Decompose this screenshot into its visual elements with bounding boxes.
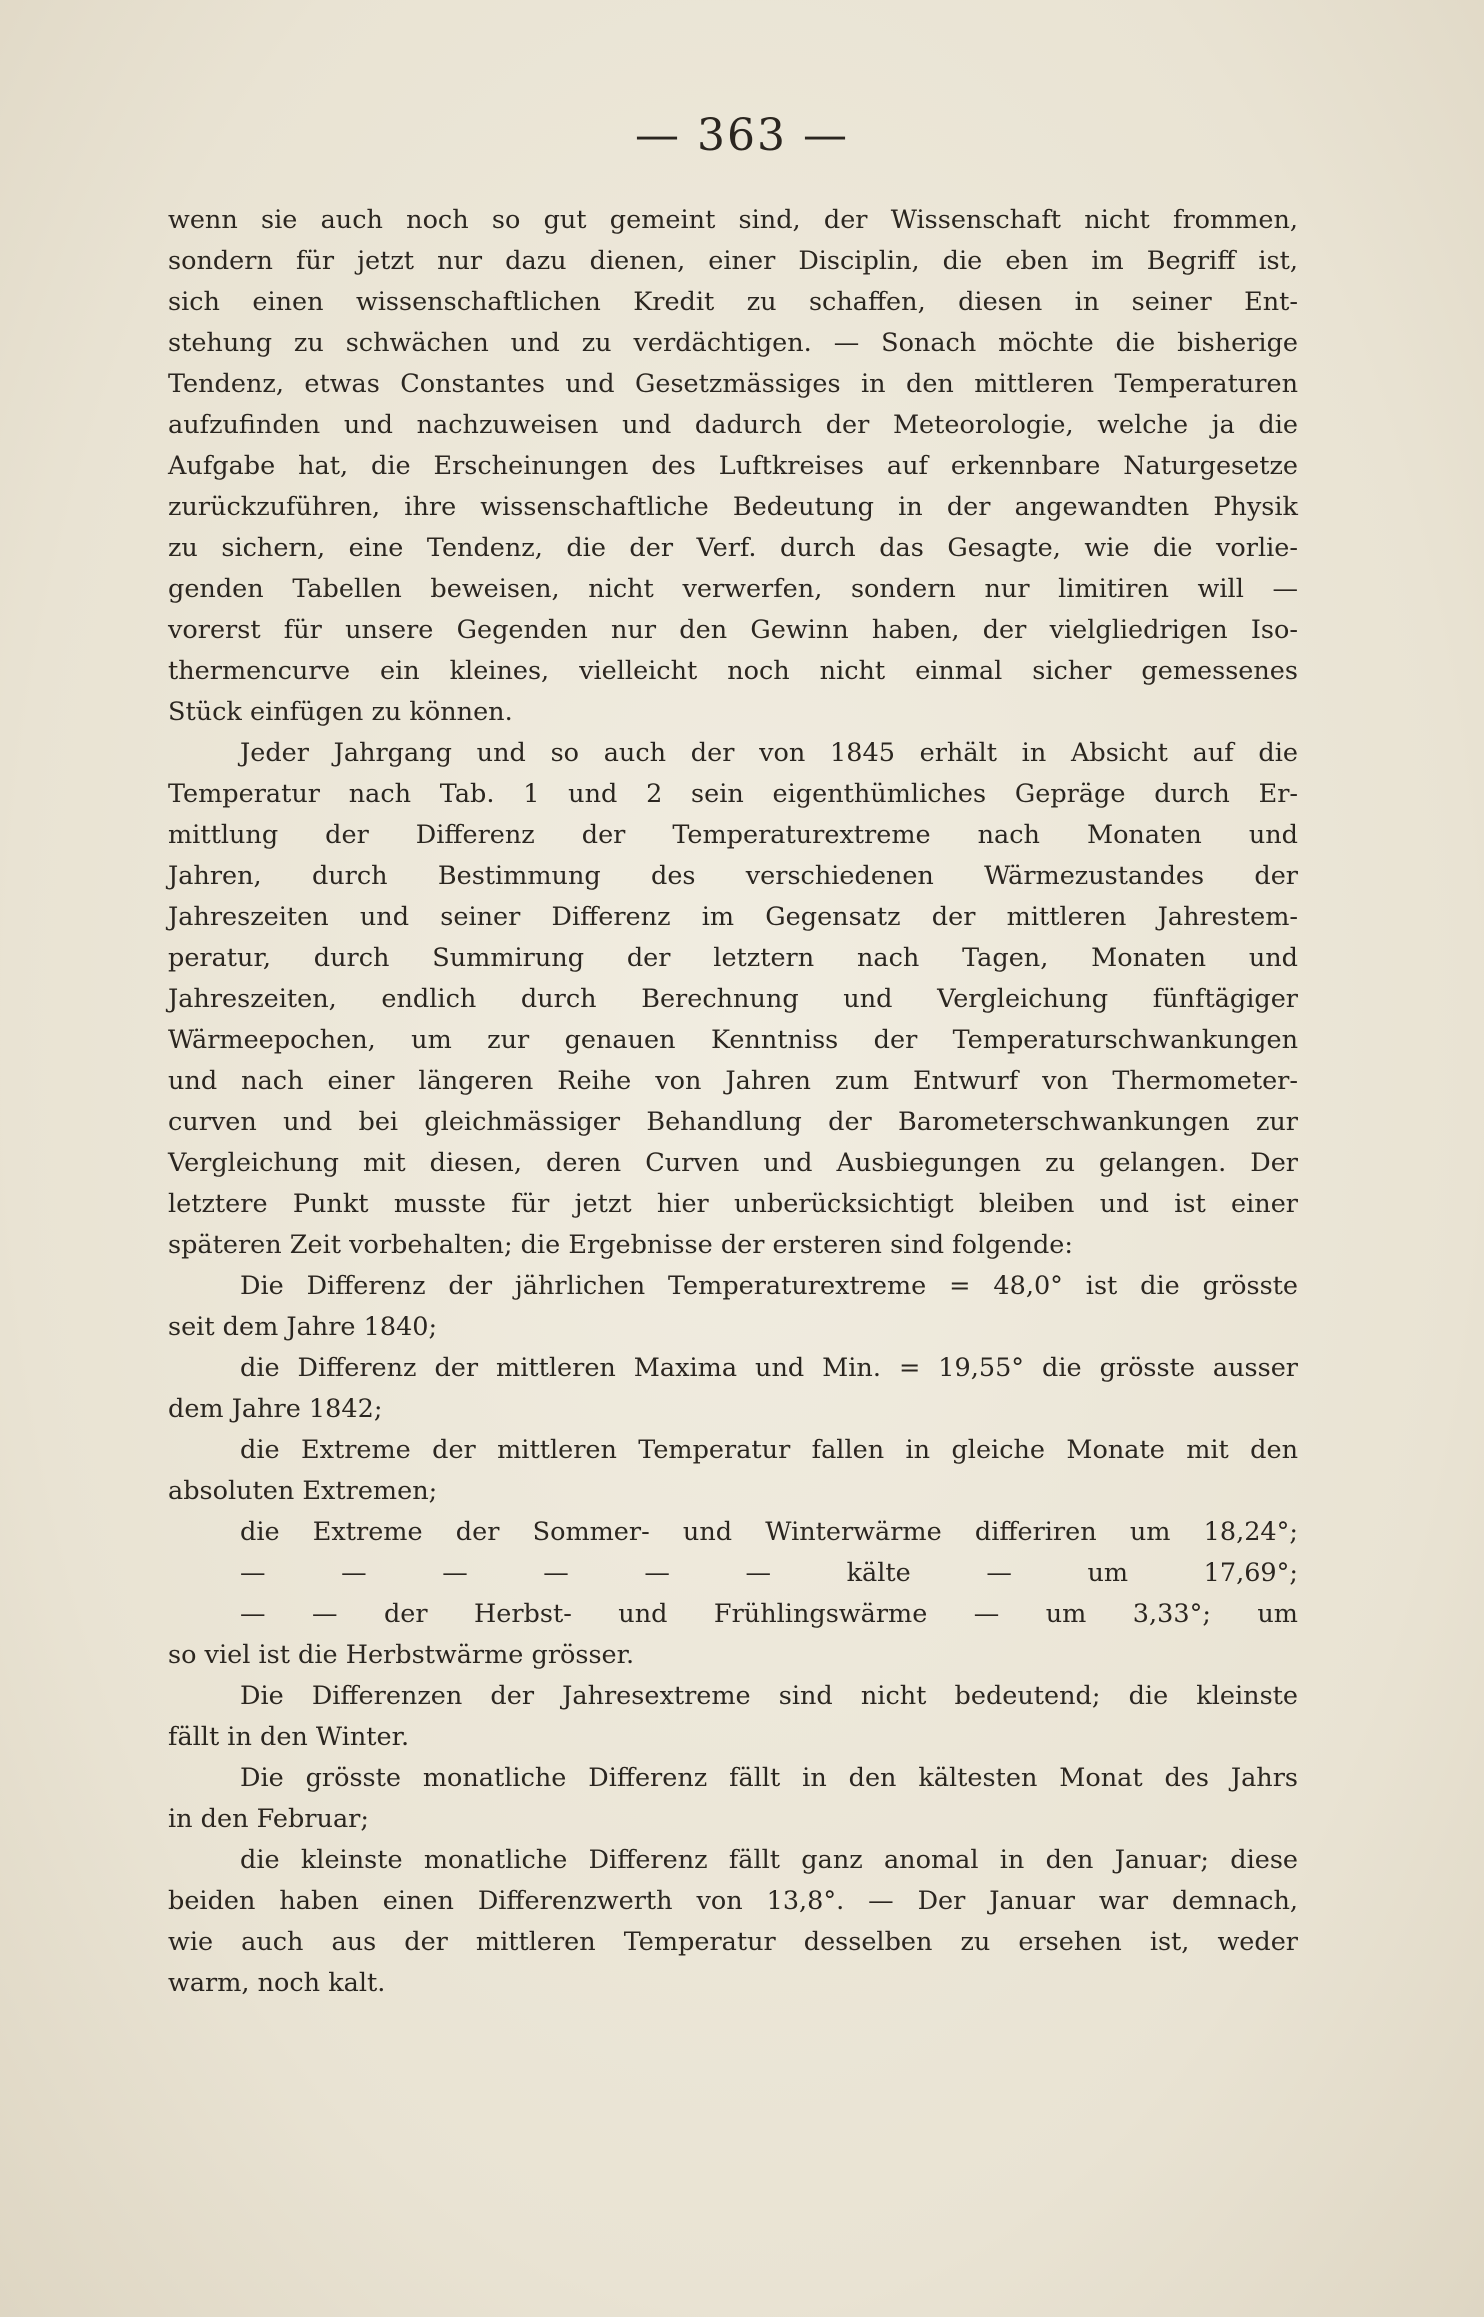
text-line: so viel ist die Herbstwärme grösser. — [168, 1640, 635, 1670]
text-line: thermencurve ein kleines, vielleicht noch nicht einmal sicher gemessenes — [168, 656, 1298, 686]
text-line: warm, noch kalt. — [168, 1968, 386, 1998]
text-line: zurückzuführen, ihre wissenschaftliche Bedeutung in der angewandten Physik — [168, 492, 1298, 522]
text-line: seit dem Jahre 1840; — [168, 1312, 438, 1342]
text-line: stehung zu schwächen und zu verdächtigen. — Sonach möchte die bisherige — [168, 328, 1298, 358]
text-line: Temperatur nach Tab. 1 und 2 sein eigenthümliches Gepräge durch Er- — [168, 779, 1298, 809]
text-line: die kleinste monatliche Differenz fällt ganz anomal in den Januar; diese — [240, 1845, 1298, 1875]
text-line: sondern für jetzt nur dazu dienen, einer Disciplin, die eben im Begriff ist, — [168, 246, 1298, 276]
text-line: genden Tabellen beweisen, nicht verwerfen, sondern nur limitiren will — — [168, 574, 1298, 604]
text-line: Die Differenzen der Jahresextreme sind nicht bedeutend; die kleinste — [240, 1681, 1298, 1711]
text-line: wie auch aus der mittleren Temperatur desselben zu ersehen ist, weder — [168, 1927, 1298, 1957]
text-line: fällt in den Winter. — [168, 1722, 410, 1752]
text-line: absoluten Extremen; — [168, 1476, 438, 1506]
text-line: Vergleichung mit diesen, deren Curven und Ausbiegungen zu gelangen. Der — [168, 1148, 1298, 1178]
text-line: in den Februar; — [168, 1804, 369, 1834]
text-line: die Extreme der Sommer- und Winterwärme differiren um 18,24°; — [240, 1517, 1298, 1547]
text-line: — — — — — — kälte — um 17,69°; — [240, 1558, 1298, 1588]
page-number: — 363 — — [635, 110, 849, 161]
body-text — [168, 200, 1298, 2004]
text-line: curven und bei gleichmässiger Behandlung der Barometerschwankungen zur — [168, 1107, 1298, 1137]
text-line: beiden haben einen Differenzwerth von 13,8°. — Der Januar war demnach, — [168, 1886, 1298, 1916]
text-line: und nach einer längeren Reihe von Jahren zum Entwurf von Thermometer- — [168, 1066, 1298, 1096]
text-line: Tendenz, etwas Constantes und Gesetzmässiges in den mittleren Temperaturen — [168, 369, 1298, 399]
text-line: Die grösste monatliche Differenz fällt in den kältesten Monat des Jahrs — [240, 1763, 1298, 1793]
text-line: Jeder Jahrgang und so auch der von 1845 erhält in Absicht auf die — [240, 738, 1298, 768]
text-line: Jahreszeiten, endlich durch Berechnung und Vergleichung fünftägiger — [168, 984, 1298, 1014]
text-line: Jahren, durch Bestimmung des verschiedenen Wärmezustandes der — [168, 861, 1298, 891]
text-line: mittlung der Differenz der Temperaturextreme nach Monaten und — [168, 820, 1298, 850]
text-line: späteren Zeit vorbehalten; die Ergebnisse der ersteren sind folgende: — [168, 1230, 1073, 1260]
text-line: Wärmeepochen, um zur genauen Kenntniss der Temperaturschwankungen — [168, 1025, 1298, 1055]
text-line: aufzufinden und nachzuweisen und dadurch der Meteorologie, welche ja die — [168, 410, 1298, 440]
text-line: zu sichern, eine Tendenz, die der Verf. durch das Gesagte, wie die vorlie- — [168, 533, 1298, 563]
text-line: — — der Herbst- und Frühlingswärme — um 3,33°; um — [240, 1599, 1298, 1629]
text-line: wenn sie auch noch so gut gemeint sind, der Wissenschaft nicht frommen, — [168, 205, 1298, 235]
text-line: die Extreme der mittleren Temperatur fallen in gleiche Monate mit den — [240, 1435, 1298, 1465]
text-line: peratur, durch Summirung der letztern nach Tagen, Monaten und — [168, 943, 1298, 973]
text-line: vorerst für unsere Gegenden nur den Gewinn haben, der vielgliedrigen Iso- — [168, 615, 1298, 645]
text-line: letztere Punkt musste für jetzt hier unberücksichtigt bleiben und ist einer — [168, 1189, 1298, 1219]
text-line: Aufgabe hat, die Erscheinungen des Luftkreises auf erkennbare Naturgesetze — [168, 451, 1298, 481]
text-line: Jahreszeiten und seiner Differenz im Gegensatz der mittleren Jahrestem- — [168, 902, 1298, 932]
text-line: sich einen wissenschaftlichen Kredit zu schaffen, diesen in seiner Ent- — [168, 287, 1298, 317]
text-line: Die Differenz der jährlichen Temperaturextreme = 48,0° ist die grösste — [240, 1271, 1298, 1301]
text-line: die Differenz der mittleren Maxima und Min. = 19,55° die grösste ausser — [240, 1353, 1298, 1383]
text-line: Stück einfügen zu können. — [168, 697, 513, 727]
text-line: dem Jahre 1842; — [168, 1394, 383, 1424]
